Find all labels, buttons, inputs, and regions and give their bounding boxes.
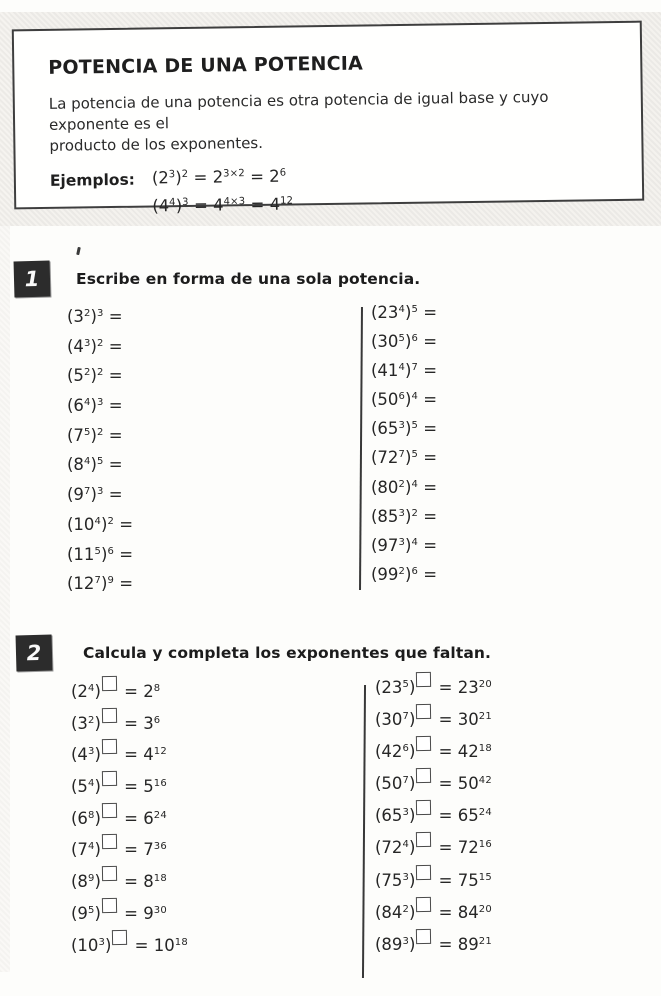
- formula-item: $(89^3) = 89^{21}$: [375, 935, 492, 967]
- exponent: 2: [411, 507, 418, 519]
- formula-item: $(97^3)^4$ =: [371, 535, 438, 555]
- exponent: 4: [83, 397, 91, 409]
- answer-box[interactable]: [102, 803, 117, 818]
- formula-item: $(65^3) = 65^{24}$: [375, 806, 492, 838]
- exponent: 3: [96, 486, 104, 498]
- formula-item: $(23^4)^5$ =: [371, 303, 438, 322]
- exponent: 4: [402, 839, 409, 851]
- formula-item: $(30^5)^6$ =: [371, 332, 438, 352]
- exponent: 4: [411, 536, 418, 548]
- exponent: 9: [87, 873, 95, 885]
- exponent: 20: [478, 903, 492, 915]
- exponent: 5: [96, 456, 104, 468]
- answer-box[interactable]: [416, 832, 431, 847]
- formula-item: $(75^3) = 75^{15}$: [375, 871, 492, 903]
- exponent: 4: [398, 304, 405, 315]
- formula-item: $(80^2)^4$ =: [371, 477, 438, 497]
- exponent: 8: [87, 809, 95, 821]
- exercise1-left-column: [67, 307, 133, 604]
- exponent: 6: [402, 743, 409, 755]
- examples-label: Ejemplos:: [49, 170, 136, 190]
- exponent: 5: [94, 545, 101, 557]
- exponent: 3: [398, 420, 405, 432]
- exercise2-number-badge: 2: [16, 635, 53, 672]
- formula-item: $(9^5) = 9^{30}$: [71, 904, 188, 936]
- answer-box[interactable]: [416, 864, 431, 879]
- formula-item: $(23^5) = 23^{20}$: [375, 678, 492, 710]
- exponent: 3: [98, 936, 105, 948]
- exponent: 18: [153, 873, 167, 885]
- exponent: 15: [478, 871, 492, 883]
- exponent: 5: [402, 679, 409, 690]
- formula-item: $(3^2)^3$ =: [67, 307, 123, 326]
- exponent: 3×2: [223, 168, 245, 180]
- formula-item: $(8^9) = 8^{18}$: [71, 872, 188, 904]
- exponent: 4: [411, 478, 418, 490]
- exercise1-instruction: Escribe en forma de una sola potencia.: [76, 270, 421, 288]
- exponent: 3: [402, 807, 409, 819]
- answer-box[interactable]: [416, 672, 431, 687]
- exponent: 7: [83, 486, 91, 498]
- exponent: 3: [96, 308, 104, 319]
- exponent: 4: [87, 778, 95, 790]
- exponent: 3: [182, 196, 189, 209]
- exponent: 5: [411, 304, 418, 315]
- answer-box[interactable]: [102, 898, 117, 913]
- formula-item: $(3^2) = 3^6$: [71, 714, 188, 746]
- exponent: 42: [478, 775, 492, 787]
- exponent: 2: [83, 308, 91, 319]
- exponent: 4: [87, 683, 95, 694]
- exponent: 2: [96, 337, 104, 349]
- exponent: 2: [181, 168, 189, 181]
- answer-box[interactable]: [102, 834, 117, 849]
- formula-item: $(10^3) = 10^{18}$: [71, 936, 188, 968]
- exponent: 18: [478, 743, 492, 755]
- formula-item: $(12^7)^9$ =: [67, 574, 134, 594]
- exponent: 5: [411, 420, 418, 432]
- exponent: 6: [153, 714, 161, 726]
- exponent: 36: [153, 841, 167, 853]
- exponent: 4: [87, 841, 95, 853]
- exponent: 3: [96, 397, 104, 409]
- formula-item: $(30^7) = 30^{21}$: [375, 710, 492, 742]
- exponent: 3: [398, 536, 405, 548]
- exponent: 6: [411, 565, 418, 577]
- exponent: 6: [411, 333, 418, 345]
- formula-item: $(42^6) = 42^{18}$: [375, 742, 492, 774]
- exponent: 2: [87, 714, 95, 726]
- exponent: 18: [174, 936, 188, 948]
- answer-box[interactable]: [112, 929, 127, 944]
- exponent: 4: [411, 391, 418, 403]
- exercise1-right-column: [371, 303, 437, 594]
- example-formulas: [152, 166, 294, 215]
- answer-box[interactable]: [102, 866, 117, 881]
- exponent: 30: [153, 904, 167, 916]
- exponent: 9: [107, 575, 114, 587]
- exponent: 7: [94, 575, 101, 587]
- formula-item: $(85^3)^2$ =: [371, 506, 438, 526]
- exercise1-column-divider: [359, 307, 363, 590]
- answer-box[interactable]: [102, 739, 117, 754]
- exponent: 7: [402, 775, 409, 787]
- exponent: 3: [168, 169, 176, 181]
- formula-item: $(6^8) = 6^{24}$: [71, 809, 188, 841]
- exponent: 3: [83, 337, 91, 349]
- definition-box: [12, 21, 644, 216]
- formula-item: $(7^4) = 7^{36}$: [71, 840, 188, 872]
- formula-item: $(99^2)^6$ =: [371, 564, 438, 584]
- answer-box[interactable]: [102, 708, 117, 723]
- answer-box[interactable]: [416, 800, 431, 815]
- exponent: 5: [411, 449, 418, 461]
- exponent: 4: [83, 456, 91, 468]
- formula-item: $(50^7) = 50^{42}$: [375, 774, 492, 806]
- exercise2-right-column: [375, 678, 492, 967]
- formula-item: $(11^5)^6$ =: [67, 544, 134, 564]
- answer-box[interactable]: [416, 929, 431, 944]
- formula-item: $(4^4)^3 = 4^{4\times 3} = 4^{12}$: [152, 194, 294, 216]
- exercise2-column-divider: [362, 685, 366, 978]
- exponent: 2: [398, 478, 405, 490]
- formula-item: $(72^4) = 72^{16}$: [375, 838, 492, 870]
- formula-item: $(5^4) = 5^{16}$: [71, 777, 188, 809]
- exponent: 16: [153, 778, 167, 790]
- formula-item: $(7^5)^2$ =: [67, 425, 123, 445]
- formula-item: $(72^7)^5$ =: [371, 448, 438, 468]
- exponent: 4: [94, 515, 101, 527]
- formula-item: $(4^3)^2$ =: [67, 336, 123, 356]
- exponent: 24: [153, 809, 167, 821]
- exponent: 3: [87, 746, 95, 758]
- definition-line-1: La potencia de una potencia es otra potencia de igual base y cuyo exponente es el: [48, 87, 549, 134]
- exponent: 5: [83, 426, 91, 438]
- exponent: 7: [411, 362, 418, 374]
- exponent: 2: [107, 515, 114, 527]
- exponent: 12: [153, 746, 167, 758]
- exponent: 21: [478, 711, 492, 723]
- formula-item: $(9^7)^3$ =: [67, 485, 123, 505]
- formula-item: $(50^6)^4$ =: [371, 390, 438, 410]
- examples-section: [50, 162, 613, 217]
- exponent: 3: [402, 871, 409, 883]
- formula-item: $(84^2) = 84^{20}$: [375, 903, 492, 935]
- exponent: 2: [96, 426, 104, 438]
- exercise2-left-column: [71, 682, 188, 967]
- exponent: 2: [96, 367, 104, 379]
- formula-item: $(2^4) = 2^8$: [71, 682, 188, 714]
- formula-item: $(2^3)^2 = 2^{3\times 2} = 2^6$: [151, 166, 287, 188]
- exponent: 2: [398, 565, 405, 577]
- exponent: 16: [478, 839, 492, 851]
- exponent: 3: [398, 507, 405, 519]
- exponent: 2: [402, 903, 409, 915]
- answer-box[interactable]: [416, 736, 431, 751]
- exponent: 21: [478, 935, 492, 947]
- exponent: 6: [107, 545, 114, 557]
- formula-item: $(4^3) = 4^{12}$: [71, 745, 188, 777]
- answer-box[interactable]: [102, 676, 117, 691]
- exponent: 7: [398, 449, 405, 461]
- answer-box[interactable]: [416, 768, 431, 783]
- exponent: 4: [398, 362, 405, 374]
- box-title: POTENCIA DE UNA POTENCIA: [48, 52, 364, 79]
- exponent: 5: [87, 904, 95, 916]
- answer-box[interactable]: [416, 897, 431, 912]
- exponent: 24: [478, 807, 492, 819]
- exercise2-instruction: Calcula y completa los exponentes que faltan.: [83, 644, 492, 662]
- definition-text: [49, 86, 612, 157]
- exponent: 3: [402, 935, 409, 947]
- exponent: 4×3: [223, 196, 246, 208]
- definition-line-2: producto de los exponentes.: [49, 133, 264, 155]
- exponent: 6: [398, 391, 405, 403]
- exponent: 4: [169, 197, 176, 209]
- exponent: 12: [279, 195, 294, 207]
- formula-item: $(41^4)^7$ =: [371, 361, 438, 381]
- answer-box[interactable]: [416, 704, 431, 719]
- exponent: 2: [83, 367, 91, 379]
- formula-item: $(5^2)^2$ =: [67, 366, 123, 386]
- exercise1-number-badge: 1: [14, 261, 51, 298]
- answer-box[interactable]: [102, 771, 117, 786]
- exponent: 20: [478, 679, 492, 690]
- exponent: 5: [398, 333, 405, 345]
- exponent: 7: [402, 711, 409, 723]
- exponent: 8: [153, 683, 161, 694]
- formula-item: $(6^4)^3$ =: [67, 396, 123, 416]
- formula-item: $(8^4)^5$ =: [67, 455, 123, 475]
- scan-edge-strip: [0, 12, 10, 972]
- formula-item: $(65^3)^5$ =: [371, 419, 438, 439]
- formula-item: $(10^4)^2$ =: [67, 514, 134, 534]
- exponent: 6: [279, 167, 287, 179]
- scan-ink-mark: [76, 247, 81, 255]
